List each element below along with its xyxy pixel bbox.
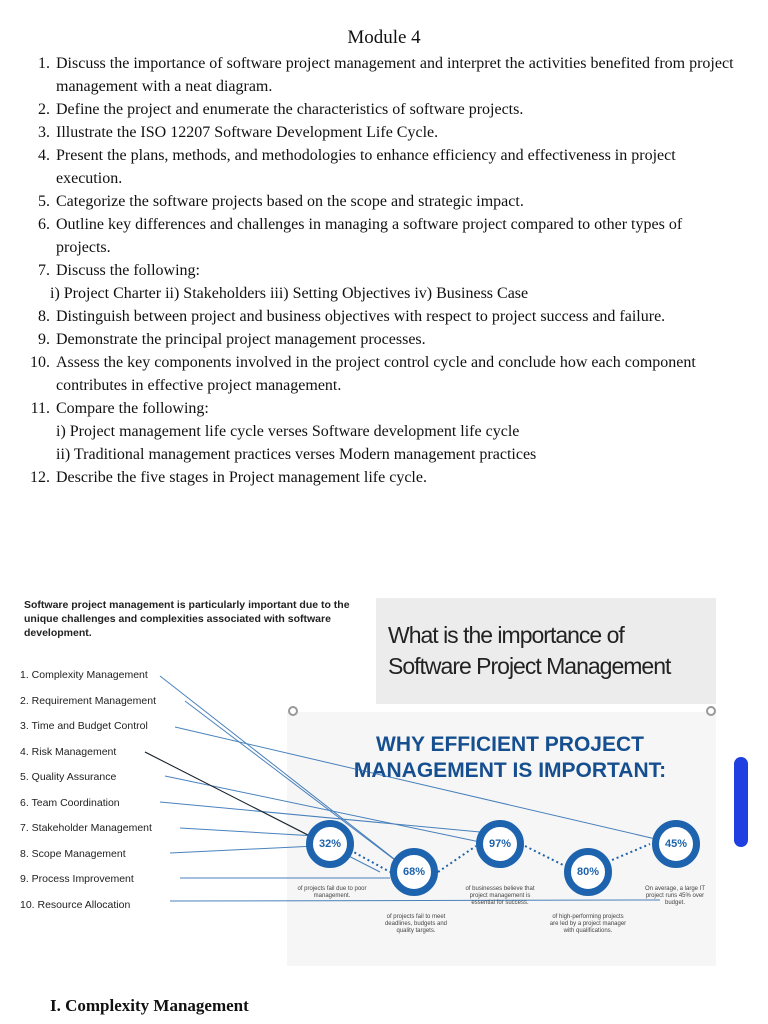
stat-caption: of projects fail due to poor management. [297,886,367,899]
importance-figure [20,590,720,970]
stat-caption: of projects fail to meet deadlines, budgets and quality targets. [384,914,448,934]
list-item: 7. Stakeholder Management [20,822,152,834]
question-item: 4. Present the plans, methods, and methodologies to enhance efficiency and effectiveness in project execution. [38,147,676,187]
question-item: 6. Outline key differences and challenges in managing a software project compared to other types of projects. [38,216,683,256]
stat-caption: of high-performing projects are led by a project manager with qualifications. [549,914,627,934]
list-item: 4. Risk Management [20,745,117,758]
question-item: 10. Assess the key components involved in the project control cycle and conclude how each component contributes in effective project management. [30,354,696,394]
stat-ring: 97% [476,820,524,868]
module-title: Module 4 [347,27,421,48]
list-item: 1. Complexity Management [20,669,148,681]
question-item: 5. Categorize the software projects based on the scope and strategic impact. [38,193,524,210]
question-subitem: ii) Traditional management practices verses Modern management practices [56,446,537,463]
question-item: 7. Discuss the following: i) Project Charter ii) Stakeholders iii) Setting Objectives iv) Business Case [24,259,736,305]
question-item: 2. Define the project and enumerate the characteristics of software projects. [38,101,524,118]
stat-ring: 45% [652,820,700,868]
scroll-handle[interactable] [734,757,748,847]
list-item: 10. Resource Allocation [20,898,131,911]
stat-ring: 32% [306,820,354,868]
stat-caption: of businesses believe that project management is essential for success. [465,886,535,906]
list-item: 8. Scope Management [20,847,126,860]
figure-title-line1: What is the importance of [388,622,624,648]
section-heading: I. Complexity Management [50,996,249,1015]
connector-lines [20,590,720,970]
why-heading: WHY EFFICIENT PROJECT MANAGEMENT IS IMPORTANT: [353,733,667,782]
question-item: 9. Demonstrate the principal project management processes. [38,331,426,348]
list-item: 5. Quality Assurance [20,771,117,783]
question-list [24,52,736,489]
list-item: 6. Team Coordination [20,796,120,809]
question-subitem: i) Project Charter ii) Stakeholders iii) Setting Objectives iv) Business Case [50,285,529,302]
question-item: 12. Describe the five stages in Project management life cycle. [30,469,427,486]
stat-caption: On average, a large IT project runs 45% over budget. [644,886,706,906]
list-item: 2. Requirement Management [20,694,156,707]
stat-ring: 80% [564,848,612,896]
list-item: 9. Process Improvement [20,873,134,885]
list-item: 3. Time and Budget Control [20,720,148,732]
question-item: 1. Discuss the importance of software project management and interpret the activities benefited from project management with a neat diagram. [38,55,734,95]
figure-intro: Software project management is particularly important due to the unique challenges and complexities associated with software development. [24,599,350,639]
question-item: 8. Distinguish between project and business objectives with respect to project success and failure. [38,308,666,325]
question-item: 3. Illustrate the ISO 12207 Software Development Life Cycle. [38,124,439,141]
question-item: 11. Compare the following: i) Project management life cycle verses Software development life cycle ii) Traditional management practices verses Modern management practices [24,397,736,466]
stat-ring: 68% [390,848,438,896]
figure-title-line2: Software Project Management [388,653,671,679]
question-subitem: i) Project management life cycle verses Software development life cycle [56,423,520,440]
